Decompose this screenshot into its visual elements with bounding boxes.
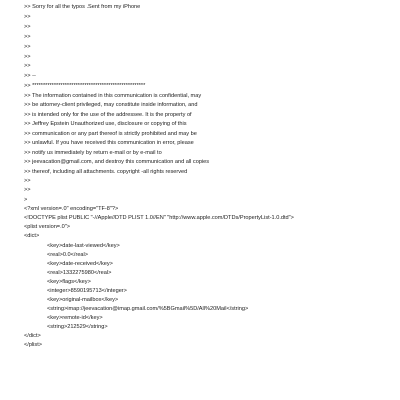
quoted-line: >>	[24, 24, 31, 30]
disclaimer-line: >> is intended only for the use of the addressee. It is the property of	[24, 112, 192, 118]
disclaimer-line: >> notify us immediately by return e-mail or by e-mail to	[24, 150, 162, 156]
quoted-line: >>	[24, 54, 31, 60]
plist-close-tag: </plist>	[24, 342, 43, 348]
plist-key: <key>remote-id</key>	[47, 315, 103, 321]
plist-value: <real>1332275980</real>	[47, 270, 112, 276]
plist-value: <string>imap://jeevacation@imap.gmail.com/%5BGmail%5D/All%20Mail</string>	[47, 306, 249, 312]
dict-open-tag: <dict>	[24, 233, 40, 239]
quoted-line: >>	[24, 34, 31, 40]
disclaimer-line: >> Jeffrey Epstein Unauthorized use, disclosure or copying of this	[24, 121, 187, 127]
disclaimer-line: >> communication or any part thereof is strictly prohibited and may be	[24, 131, 197, 137]
quoted-line: >	[24, 197, 28, 203]
dict-close-tag: </dict>	[24, 333, 41, 339]
plist-value: <real>0.0</real>	[47, 252, 89, 258]
disclaimer-line: >> thereof, including all attachments. copyright -all rights reserved	[24, 169, 188, 175]
quoted-line: >>	[24, 63, 31, 69]
disclaimer-line: >> The information contained in this communication is confidential, may	[24, 93, 202, 99]
plist-key: <key>date-last-viewed</key>	[47, 243, 120, 249]
plist-value: <integer>8590195713</integer>	[47, 288, 127, 294]
disclaimer-line: >> jeevacation@gmail.com, and destroy this communication and all copies	[24, 159, 210, 165]
xml-declaration: <?xml version=.0" encoding="TF-8"?>	[24, 206, 119, 212]
signature-separator: >> --	[24, 73, 36, 79]
quoted-line: >>	[24, 187, 31, 193]
plist-value: <string>212529</string>	[47, 324, 108, 330]
asterisk-divider: >> ****************************************************	[24, 83, 146, 89]
quoted-line: >>	[24, 14, 31, 20]
doctype-line: <!DOCTYPE plist PUBLIC "-//Apple//DTD PLIST 1.0//EN" "http://www.apple.com/DTDs/PropertyList-1.0.dtd">	[24, 215, 294, 221]
plist-key: <key>flags</key>	[47, 279, 91, 285]
disclaimer-line: >> be attorney-client privileged, may constitute inside information, and	[24, 102, 198, 108]
quoted-line: >> Sorry for all the typos .Sent from my iPhone	[24, 4, 141, 10]
quoted-line: >>	[24, 44, 31, 50]
plist-key: <key>date-received</key>	[47, 261, 113, 267]
quoted-line: >>	[24, 178, 31, 184]
plist-open-tag: <plist version=.0">	[24, 224, 70, 230]
plist-key: <key>original-mailbox</key>	[47, 297, 119, 303]
disclaimer-line: >> unlawful. If you have received this communication in error, please	[24, 140, 194, 146]
